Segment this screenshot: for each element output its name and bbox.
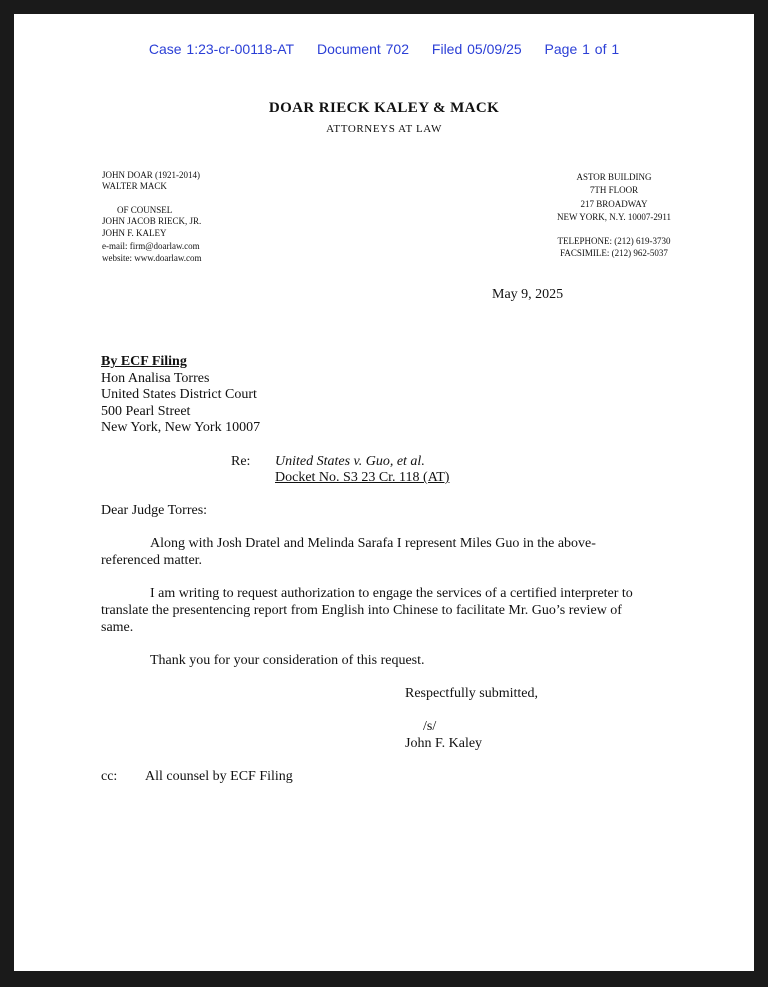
firm-name: DOAR RIECK KALEY & MACK bbox=[268, 100, 500, 116]
document-page bbox=[14, 14, 754, 971]
signatory-name: John F. Kaley bbox=[405, 736, 483, 751]
recipient-court: United States District Court bbox=[101, 387, 257, 402]
case-number: Case 1:23-cr-00118-AT bbox=[148, 41, 295, 57]
delivery-method: By ECF Filing bbox=[101, 354, 187, 369]
paragraph-3: Thank you for your consideration of this request. bbox=[150, 653, 425, 668]
letterhead-left-line4: JOHN JACOB RIECK, JR. bbox=[102, 216, 202, 226]
paragraph-2-line-2: translate the presentencing report from English into Chinese to facilitate Mr. Guo’s review of bbox=[101, 603, 622, 618]
address-city: NEW YORK, N.Y. 10007-2911 bbox=[557, 212, 671, 222]
signature: /s/ bbox=[423, 719, 437, 734]
re-label: Re: bbox=[231, 454, 251, 469]
letterhead-left-line5: JOHN F. KALEY bbox=[102, 228, 167, 238]
filed-date: Filed 05/09/25 bbox=[431, 41, 522, 57]
firm-email: e-mail: firm@doarlaw.com bbox=[102, 241, 200, 251]
address-building: ASTOR BUILDING bbox=[576, 172, 652, 182]
re-case-name: United States v. Guo, et al. bbox=[275, 454, 425, 469]
letterhead-left-line2: WALTER MACK bbox=[102, 181, 167, 191]
cc-recipients: All counsel by ECF Filing bbox=[145, 769, 293, 784]
firm-subtitle: ATTORNEYS AT LAW bbox=[326, 123, 442, 135]
closing-text: Respectfully submitted, bbox=[405, 686, 538, 701]
recipient-name: Hon Analisa Torres bbox=[101, 371, 210, 386]
re-docket-number: Docket No. S3 23 Cr. 118 (AT) bbox=[275, 470, 450, 485]
of-counsel-label: OF COUNSEL bbox=[117, 205, 173, 215]
letter-date: May 9, 2025 bbox=[492, 287, 564, 302]
address-street: 217 BROADWAY bbox=[580, 199, 648, 209]
ecf-filing-header bbox=[14, 41, 754, 57]
telephone-number: TELEPHONE: (212) 619-3730 bbox=[557, 236, 671, 246]
recipient-street: 500 Pearl Street bbox=[101, 404, 191, 419]
firm-website: website: www.doarlaw.com bbox=[102, 253, 202, 263]
cc-label: cc: bbox=[101, 769, 118, 784]
paragraph-1-line-1: Along with Josh Dratel and Melinda Sarafa I represent Miles Guo in the above- bbox=[150, 536, 596, 551]
paragraph-2-line-3: same. bbox=[101, 620, 134, 635]
address-floor: 7TH FLOOR bbox=[589, 185, 639, 195]
document-number: Document 702 bbox=[316, 41, 410, 57]
paragraph-1-line-2: referenced matter. bbox=[101, 553, 203, 568]
page-count: Page 1 of 1 bbox=[544, 41, 620, 57]
paragraph-2-line-1: I am writing to request authorization to engage the services of a certified interpreter to bbox=[150, 586, 633, 601]
facsimile-number: FACSIMILE: (212) 962-5037 bbox=[560, 248, 668, 258]
recipient-city: New York, New York 10007 bbox=[101, 420, 261, 435]
salutation: Dear Judge Torres: bbox=[101, 503, 208, 518]
letterhead-left-line1: JOHN DOAR (1921-2014) bbox=[102, 170, 200, 180]
